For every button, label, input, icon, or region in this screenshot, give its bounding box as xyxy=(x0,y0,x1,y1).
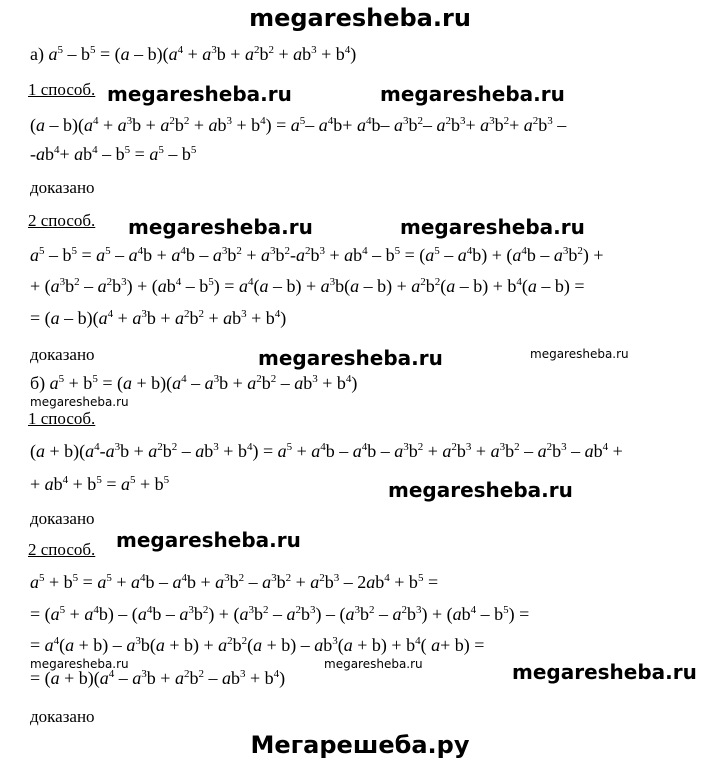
watermark-7: megaresheba.ru xyxy=(30,395,129,409)
method2-a-line2: + $(a^3b^2 - a^2b^3) + (ab^4 - b^5) = a^4(a - b) + a^3b(a - b) + a^2b^2(a - b) + b^4(a - b)$ = xyxy=(30,276,585,296)
part-b-statement: б) $a^5 + b^5 = (a + b)(a^4 - a^3b + a^2b^2 - ab^3 + b^4)$ xyxy=(30,373,358,393)
watermark-6: megaresheba.ru xyxy=(530,347,629,361)
watermark-2: megaresheba.ru xyxy=(380,82,565,106)
method2-b-line4: = $(a + b)(a^4 - a^3b + a^2b^2 - ab^3 + b^4)$ xyxy=(30,668,286,688)
method2-b-line3: = $a^4(a + b) - a^3b(a + b) + a^2b^2(a + b) - ab^3(a + b) + b^4$( a+ b) = xyxy=(30,635,485,655)
watermark-8: megaresheba.ru xyxy=(388,478,573,502)
proved-3: доказано xyxy=(30,509,95,528)
part-b-label: б) xyxy=(30,373,46,393)
method2-b-line1: $a^5 + b^5 = a^5 + a^4b - a^4b + a^3b^2 - a^3b^2 + a^2b^3 - 2ab^4 + b^5$ = xyxy=(30,572,439,592)
watermark-1: megaresheba.ru xyxy=(107,82,292,106)
site-title: megaresheba.ru xyxy=(249,4,471,32)
watermark-9: megaresheba.ru xyxy=(116,528,301,552)
watermark-11: megaresheba.ru xyxy=(324,657,423,671)
watermark-4: megaresheba.ru xyxy=(400,215,585,239)
watermark-3: megaresheba.ru xyxy=(128,215,313,239)
method2-a-line1: $a^5 - b^5 = a^5 - a^4b + a^4b - a^3b^2 + a^3b^2-a^2b^3 + ab^4 - b^5 = (a^5 - a^4b) + (a^4b - a^3b^2)$ + xyxy=(30,245,604,265)
method2-a-line3: = $(a - b)(a^4 + a^3b + a^2b^2 + ab^3 + b^4)$ xyxy=(30,308,287,328)
part-a-statement: а) $a^5 - b^5 = (a - b)(a^4 + a^3b + a^2b^2 + ab^3 + b^4)$ xyxy=(30,44,357,64)
watermark-5: megaresheba.ru xyxy=(258,346,443,370)
method1-b-line1: $(a + b)(a^4-a^3b + a^2b^2 - ab^3 + b^4) = a^5 + a^4b - a^4b - a^3b^2 + a^2b^3 + a^3b^2 - a^2b^3 - ab^4$ + xyxy=(30,441,623,461)
part-a-label: а) xyxy=(30,44,44,64)
proved-4: доказано xyxy=(30,707,95,726)
method1-a-line1: $(a - b)(a^4 + a^3b + a^2b^2 + ab^3 + b^4) = a^5-$ $a^4b+ a^4b-$ $a^3b^2-$ $a^2b^3+ a^3b^2+ a^2b^3$ – xyxy=(30,115,567,135)
method1-a-line2: $-ab^4+ ab^4 - b^5 = a^5 - b^5$ xyxy=(30,144,197,164)
method1-b-line2: + $ab^4 + b^5 = a^5 + b^5$ xyxy=(30,474,170,494)
proved-1: доказано xyxy=(30,178,95,197)
watermark-10: megaresheba.ru xyxy=(30,657,129,671)
proved-2: доказано xyxy=(30,345,95,364)
method2-b-line2: = $(a^5 + a^4b) - (a^4b - a^3b^2) + (a^3b^2 - a^2b^3) - (a^3b^2 - a^2b^3) + (ab^4 - b^5)$ = xyxy=(30,604,530,624)
method1-heading-a: 1 способ. xyxy=(28,80,96,99)
method2-heading-a: 2 способ. xyxy=(28,211,96,230)
method2-heading-b: 2 способ. xyxy=(28,540,96,559)
watermark-12: megaresheba.ru xyxy=(512,660,697,684)
site-footer: Мегарешеба.ру xyxy=(250,731,470,759)
method1-heading-b: 1 способ. xyxy=(28,409,96,428)
